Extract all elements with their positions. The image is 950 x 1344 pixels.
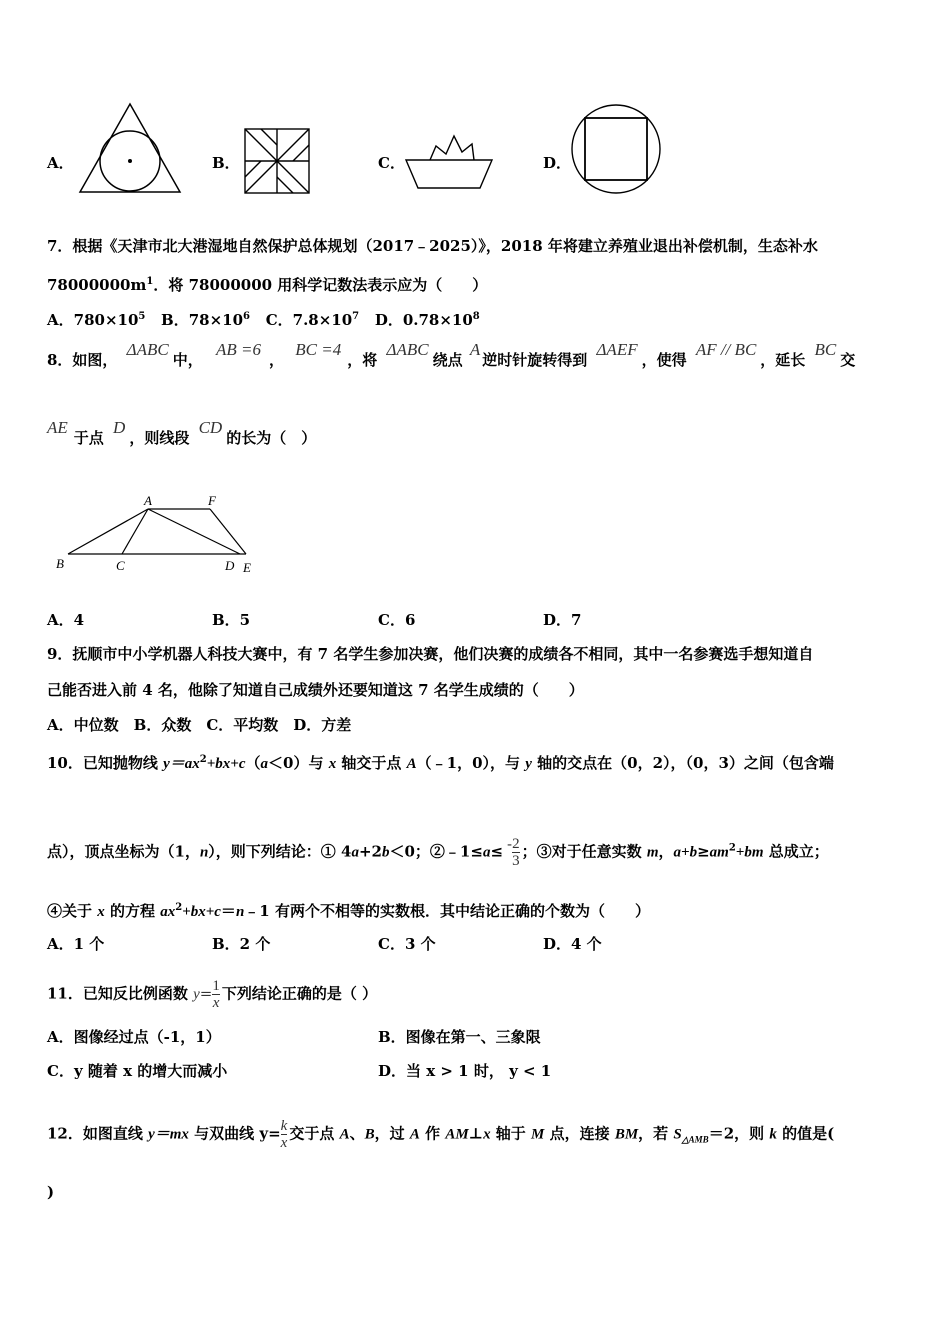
q8-figure-label-c: C — [116, 558, 125, 573]
q8-math-triangle-abc-2: ΔABC — [386, 340, 429, 359]
q6-option-a-label[interactable]: A． — [47, 154, 74, 172]
q8-math-bc-2: BC — [814, 340, 837, 359]
q8-math-triangle-aef: ΔAEF — [596, 340, 638, 359]
q12-text-line2: ) — [47, 1183, 55, 1201]
q11-fraction: $\frac{1}{x}$ — [212, 978, 220, 1011]
q7-option-a[interactable]: A．$780\times 10^5$ — [47, 311, 146, 329]
q10-option-c[interactable]: C．3 个 — [378, 935, 436, 953]
q11-option-b[interactable]: B．图像在第一、三象限 — [378, 1028, 541, 1046]
q10-option-a[interactable]: A．1 个 — [47, 935, 105, 953]
q7-option-b[interactable]: B．$78\times 10^6$ — [161, 311, 251, 329]
q8-figure-label-d: D — [225, 558, 235, 573]
q6-figure-boat — [404, 132, 494, 192]
q12-fraction: $\frac{k}{x}$ — [280, 1118, 288, 1151]
q8-option-d[interactable]: D．7 — [543, 611, 582, 629]
q7-option-d[interactable]: D．$0.78\times 10^8$ — [374, 311, 480, 329]
q8-text-line1: 8．如图， ΔABC中， AB =6， BC =4，将 ΔABC绕点 A逆时针旋转得到 ΔAEF，使得 AF // BC，延长 BC交 — [47, 340, 856, 369]
q9-options[interactable]: A．中位数 B．众数 C．平均数 D．方差 — [47, 716, 352, 734]
q8-figure-label-b: B — [56, 556, 64, 571]
q7-option-c[interactable]: C．$7.8\times 10^7$ — [265, 311, 360, 329]
q7-options — [47, 307, 480, 330]
q8-math-point-d: D — [113, 418, 126, 437]
q6-figure-circle-square — [570, 103, 662, 195]
q7-number: 78000000m — [47, 276, 147, 294]
q7-question: ．将 78000000 用科学记数法表示应为（ ） — [153, 276, 488, 294]
q9-text-line2: 己能否进入前 4 名，他除了知道自己成绩外还要知道这 7 名学生成绩的（ ） — [47, 681, 584, 699]
q8-math-ab: AB =6 — [216, 340, 262, 359]
q10-option-d[interactable]: D．4 个 — [543, 935, 602, 953]
q6-option-b-label[interactable]: B． — [212, 154, 240, 172]
q8-option-b[interactable]: B．5 — [212, 611, 251, 629]
q8-option-c[interactable]: C．6 — [378, 611, 416, 629]
q8-text-line2: AE于点 D，则线段 CD的长为（ ） — [47, 418, 317, 447]
q7-text-line2 — [47, 272, 487, 295]
q8-math-point-a: A — [469, 340, 481, 359]
q6-option-d-label[interactable]: D． — [543, 154, 572, 172]
q8-math-ae: AE — [47, 418, 68, 437]
q8-math-bc: BC =4 — [295, 340, 342, 359]
q10-text-line1: 10．已知抛物线 $y=ax^2+bx+c(a<0)$与 x 轴交于点 A（﹣1，0），与 y 轴的交点在（0，2），（0，3）之间（包含端 — [47, 754, 834, 772]
q6-option-c-label[interactable]: C． — [378, 154, 405, 172]
q8-math-cd: CD — [198, 418, 223, 437]
q11-text: 11．已知反比例函数 y= $\frac{1}{x}$ 下列结论正确的是（ ） — [47, 978, 378, 1011]
q7-exponent: 1 — [146, 276, 154, 287]
q7-text-line1: 7．根据《天津市北大港湿地自然保护总体规划（2017﹣2025）》，2018 年将建立养殖业退出补偿机制，生态补水 — [47, 237, 818, 255]
q11-option-c[interactable]: C．y 随着 x 的增大而减小 — [47, 1062, 228, 1080]
q8-figure-label-e: E — [243, 560, 251, 575]
q9-text-line1: 9．抚顺市中小学机器人科技大赛中，有 7 名学生参加决赛，他们决赛的成绩各不相同，其中一名参赛选手想知道自 — [47, 645, 814, 663]
q10-fraction: $\frac{2}{3}$ — [512, 836, 520, 869]
q6-figure-triangle-circle — [78, 102, 182, 194]
q8-figure-label-f: F — [208, 493, 216, 508]
q8-figure-label-a: A — [144, 493, 152, 508]
q8-math-af-parallel-bc: AF // BC — [695, 340, 757, 359]
q10-text-line3: ④关于 x 的方程 $ax^2+bx+c=n﹣1$ 有两个不相等的实数根．其中结论正确的个数为（ ） — [47, 902, 650, 920]
q12-text-line1: 12．如图直线 y＝mx 与双曲线 y= $\frac{k}{x}$ 交于点 A、B，过 A 作 AM⊥x 轴于 M 点，连接 BM，若 $S_{\triangle AMB}=2$，则 k 的值是( — [47, 1118, 835, 1151]
q10-text-line2: 点），顶点坐标为（1，n），则下列结论：① 4a+2b＜0；②﹣1≤a≤ - $\frac{2}{3}$ ；③对于任意实数 m，$a+b\ge am^2+bm$ 总成立； — [47, 834, 829, 869]
q11-option-d[interactable]: D．当 x > 1 时， y < 1 — [378, 1062, 552, 1080]
q8-option-a[interactable]: A．4 — [47, 611, 85, 629]
q6-figure-pinwheel — [242, 126, 312, 196]
q10-fraction-sign: - — [507, 834, 513, 853]
q11-option-a[interactable]: A．图像经过点（-1，1） — [47, 1028, 221, 1046]
q8-geometry-figure — [50, 490, 260, 582]
q8-math-triangle-abc: ΔABC — [126, 340, 169, 359]
q10-option-b[interactable]: B．2 个 — [212, 935, 271, 953]
